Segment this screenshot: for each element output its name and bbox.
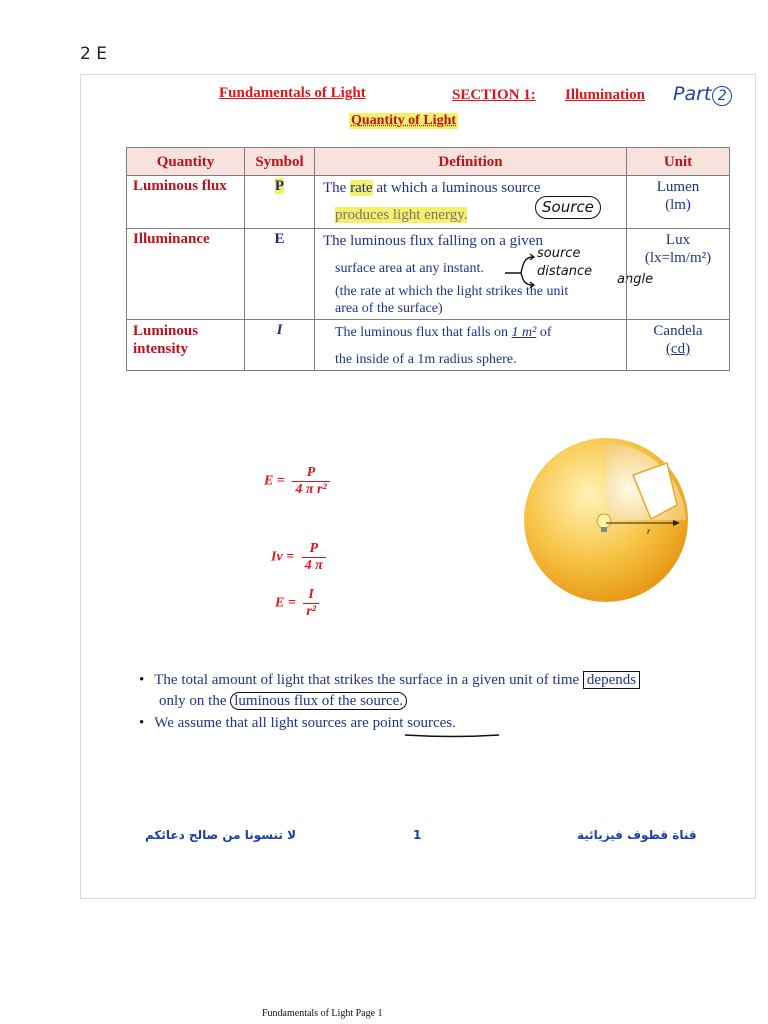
row-luminous-flux-quantity: Luminous flux [126, 175, 245, 229]
symbol-p: P [274, 178, 285, 194]
underline-point-sources [403, 731, 503, 739]
row-illuminance-symbol: E [244, 228, 315, 320]
col-header-quantity: Quantity [126, 147, 245, 176]
def-text: surface area at any instant. [335, 261, 484, 276]
formula-lhs: Iv = [271, 549, 295, 565]
formula-denominator: 4 π [304, 558, 323, 573]
formula-illuminance [264, 465, 330, 498]
footer-page-number: 1 [413, 828, 422, 842]
def-text: (the rate at which the light strikes the unit [335, 284, 569, 299]
col-header-unit: Unit [626, 147, 730, 176]
subtitle: Quantity of Light [351, 113, 457, 128]
quantity-line: Luminous [133, 323, 199, 339]
unit-name: Candela [653, 323, 703, 339]
def-rate-highlight: rate [350, 180, 373, 196]
formula-denominator: 4 π r² [295, 482, 327, 497]
col-header-definition: Definition [314, 147, 627, 176]
def-area: 1 m² [511, 325, 537, 340]
def-text: The luminous flux that falls on [335, 325, 512, 340]
part-word: Part [673, 83, 712, 105]
bullet-flux-circled: luminous flux of the source. [230, 692, 407, 710]
annotation-distance: distance [537, 264, 593, 279]
bullet-depends-boxed: depends [583, 671, 640, 689]
bullet-1-continued [159, 691, 407, 712]
annotation-source-box: Source [535, 196, 601, 219]
row-luminous-intensity-definition [314, 319, 627, 371]
document-sheet [80, 74, 756, 899]
bullet-text: We assume that all light sources are point sources. [154, 715, 456, 731]
col-header-symbol: Symbol [244, 147, 315, 176]
row-luminous-intensity-quantity [126, 319, 245, 371]
bulb-icon [597, 514, 611, 528]
unit-name: Lumen [656, 179, 700, 195]
row-illuminance-definition [314, 228, 654, 320]
def-text: at which a luminous source [372, 180, 541, 196]
section-topic: Illumination [565, 87, 646, 103]
bottom-caption: Fundamentals of Light Page 1 [262, 1008, 383, 1019]
formula-lhs: E = [264, 473, 285, 489]
def-highlight: produces light energy. [335, 207, 468, 223]
formula-numerator: P [292, 465, 329, 482]
bullet-text: The total amount of light that strikes the surface in a given unit of time [154, 672, 583, 688]
part-number: 2 [712, 86, 732, 106]
formula-numerator: I [303, 587, 319, 604]
quantity-table [126, 147, 730, 371]
bullet-dot: • [139, 672, 145, 688]
bullet-dot: • [139, 715, 145, 731]
doc-title: Fundamentals of Light [219, 85, 366, 101]
unit-symbol: (cd) [665, 341, 691, 357]
unit-symbol: (lx=lm/m²) [644, 250, 712, 266]
row-luminous-intensity-symbol: I [244, 319, 315, 371]
footer-right-arabic: قناة قطوف فيزيائية [577, 828, 697, 842]
quantity-line: intensity [133, 341, 189, 357]
section-label: SECTION 1: [452, 87, 536, 103]
row-illuminance-quantity: Illuminance [126, 228, 245, 320]
formula-lhs: E = [275, 595, 296, 611]
annotation-source: source [537, 246, 581, 261]
formula-illuminance-intensity [275, 587, 319, 620]
row-luminous-flux-symbol [244, 175, 315, 229]
formula-numerator: P [302, 541, 326, 558]
row-illuminance-unit [626, 228, 730, 320]
row-luminous-intensity-unit [626, 319, 730, 371]
def-text: The luminous flux falling on a given [323, 233, 543, 249]
footer-left-arabic: لا تنسونا من صالح دعائكم [145, 828, 297, 842]
bullet-text: only on the [159, 693, 231, 709]
row-luminous-flux-definition [314, 175, 627, 229]
sphere-illustration [521, 435, 691, 605]
radius-label: r [647, 526, 651, 536]
unit-symbol: (lm) [665, 197, 691, 213]
def-text: area of the surface) [335, 301, 443, 316]
def-text: The [323, 180, 351, 196]
annotation-angle: angle [617, 272, 654, 287]
row-luminous-flux-unit [626, 175, 730, 229]
unit-name: Lux [665, 232, 691, 248]
bullet-1 [139, 670, 640, 691]
def-text: of [536, 325, 552, 340]
formula-denominator: r² [306, 604, 316, 619]
part-annotation [673, 83, 732, 106]
def-text: the inside of a 1m radius sphere. [335, 352, 517, 367]
page-label: 2 E [80, 44, 107, 64]
bulb-base [601, 527, 607, 532]
formula-intensity [271, 541, 326, 574]
